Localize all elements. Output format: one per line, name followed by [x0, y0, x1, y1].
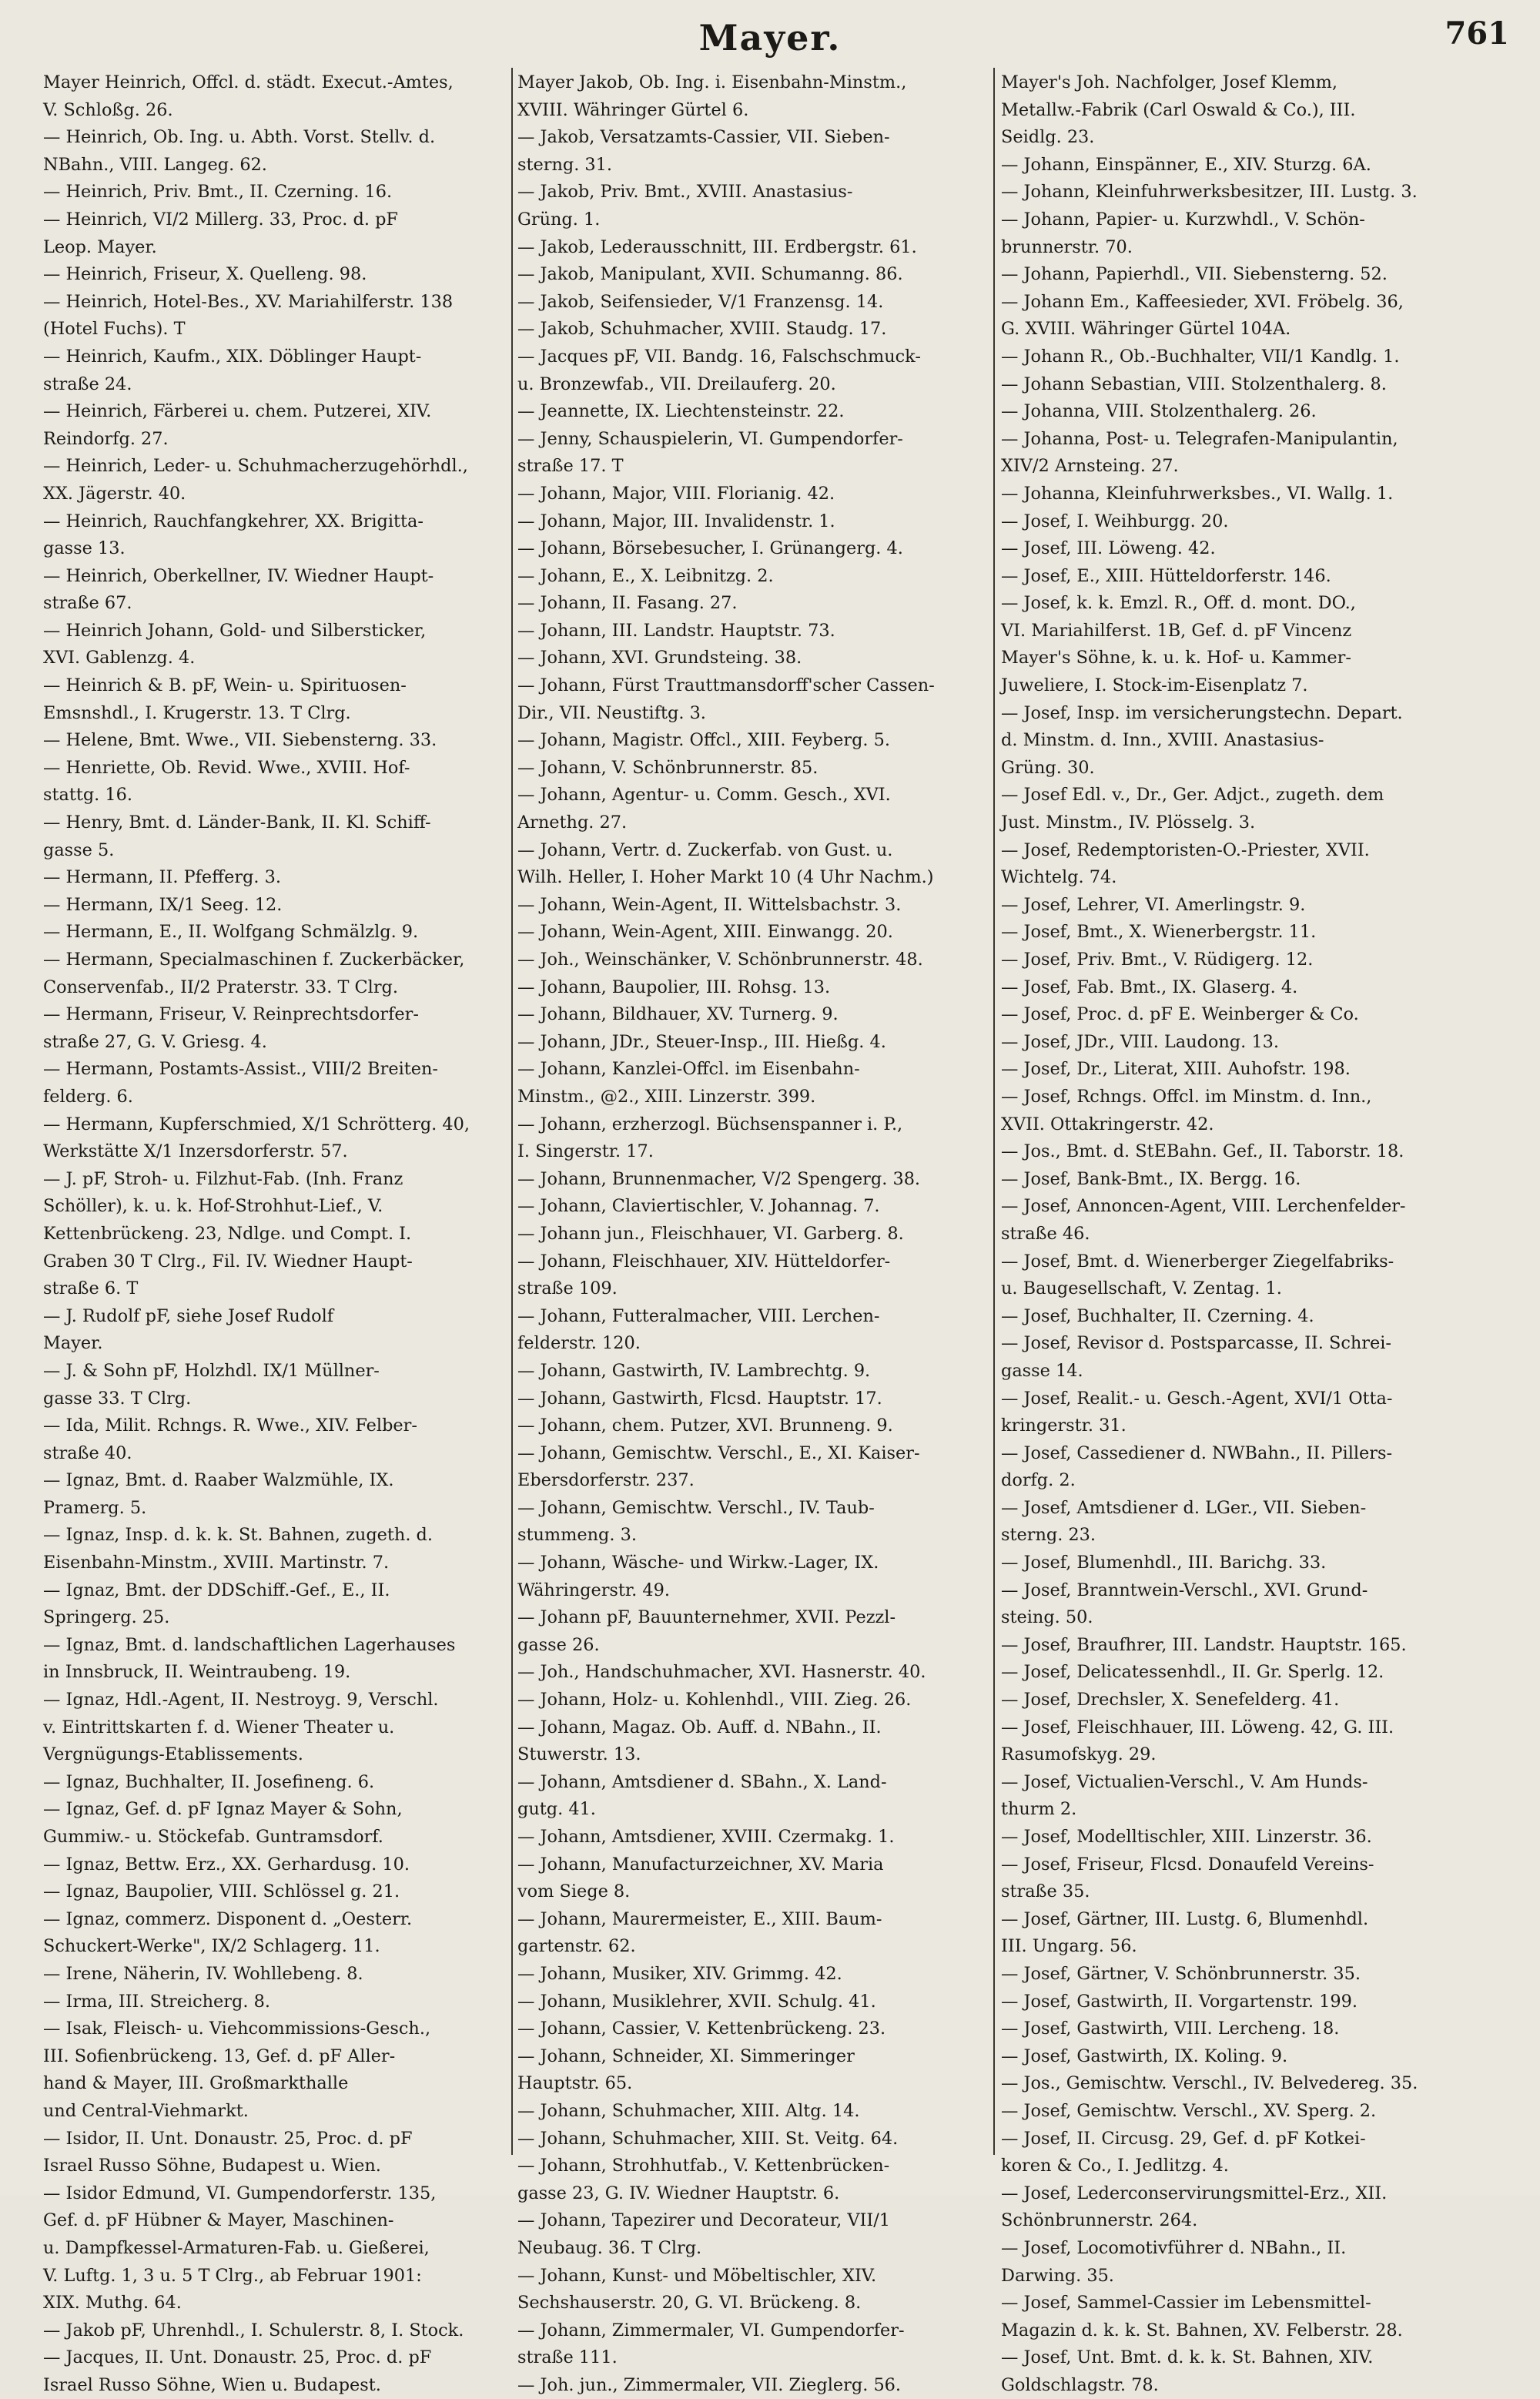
directory-entry-line: Eisenbahn-Minstm., XVIII. Martinstr. 7.	[43, 1553, 390, 1573]
directory-entry-line: Gummiw.- u. Stöckefab. Guntramsdorf.	[43, 1827, 383, 1847]
directory-entry-line: u. Baugesellschaft, V. Zentag. 1.	[1001, 1278, 1282, 1299]
directory-entry-line: Werkstätte X/1 Inzersdorferstr. 57.	[43, 1141, 348, 1162]
directory-entry-line: — Josef, Delicatessenhdl., II. Gr. Sperlg. 12.	[1001, 1662, 1384, 1683]
directory-entry-line: straße 40.	[43, 1442, 132, 1463]
directory-entry-line: — Johann, Strohhutfab., V. Kettenbrücken-	[517, 2156, 890, 2176]
directory-entry-line: — Johann, Futteralmacher, VIII. Lerchen-	[517, 1305, 880, 1326]
directory-entry-line: stattg. 16.	[43, 785, 133, 806]
directory-entry-line: — Josef, Gastwirth, VIII. Lercheng. 18.	[1001, 2019, 1340, 2039]
directory-entry-line: Seidlg. 23.	[1001, 127, 1095, 148]
directory-entry-line: — Johann pF, Bauunternehmer, XVII. Pezzl-	[517, 1607, 896, 1628]
directory-entry-line: — Ignaz, Insp. d. k. k. St. Bahnen, zugeth. d.	[43, 1525, 434, 1546]
directory-entry-line: Magazin d. k. k. St. Bahnen, XV. Felberstr. 28.	[1001, 2320, 1403, 2340]
directory-entry-line: gutg. 41.	[517, 1799, 596, 1820]
directory-entry-line: — Josef, Dr., Literat, XIII. Auhofstr. 198.	[1001, 1059, 1351, 1080]
directory-entry-line: — Josef, Victualien-Verschl., V. Am Hunds-	[1001, 1771, 1368, 1792]
directory-entry-line: — Johann, V. Schönbrunnerstr. 85.	[517, 757, 819, 778]
directory-entry-line: — Johann, Gemischtw. Verschl., E., XI. Kaiser-	[517, 1442, 920, 1463]
directory-entry-line: u. Dampfkessel-Armaturen-Fab. u. Gießerei,	[43, 2237, 430, 2258]
directory-entry-line: — Johann, Fleischhauer, XIV. Hütteldorfer-	[517, 1251, 891, 1272]
directory-entry-line: straße 17. T	[517, 456, 624, 477]
directory-entry-line: — Johann, Wäsche- und Wirkw.-Lager, IX.	[517, 1553, 879, 1573]
directory-entry-line: Währingerstr. 49.	[517, 1580, 670, 1600]
directory-entry-line: — Henriette, Ob. Revid. Wwe., XVIII. Hof-	[43, 757, 410, 778]
directory-entry-line: — Jakob, Versatzamts-Cassier, VII. Sieben-	[517, 127, 890, 148]
column-middle	[517, 69, 987, 2395]
directory-entry-line: — Josef, Branntwein-Verschl., XVI. Grund-	[1001, 1580, 1368, 1600]
directory-entry-line: — Johann, Zimmermaler, VI. Gumpendorfer-	[517, 2320, 905, 2340]
directory-entry-line: — Josef, Revisor d. Postsparcasse, II. Schrei-	[1001, 1333, 1391, 1354]
directory-entry-line: — Josef, k. k. Emzl. R., Off. d. mont. DO.,	[1001, 593, 1356, 614]
directory-entry-line: Arnethg. 27.	[517, 813, 628, 833]
directory-entry-line: — Josef, Sammel-Cassier im Lebensmittel-	[1001, 2293, 1371, 2314]
directory-entry-line: straße 35.	[1001, 1881, 1090, 1902]
directory-entry-line: straße 67.	[43, 593, 132, 614]
directory-entry-line: gasse 33. T Clrg.	[43, 1388, 192, 1409]
directory-entry-line: — J. & Sohn pF, Holzhdl. IX/1 Müllner-	[43, 1360, 380, 1381]
directory-entry-line: — Heinrich, Leder- u. Schuhmacherzugehörhdl.,	[43, 456, 468, 477]
directory-entry-line: — Hermann, Specialmaschinen f. Zuckerbäcker,	[43, 950, 465, 970]
directory-entry-line: — Josef, Amtsdiener d. LGer., VII. Sieben-	[1001, 1497, 1367, 1518]
directory-entry-line: Kettenbrückeng. 23, Ndlge. und Compt. I.	[43, 1223, 412, 1244]
directory-entry-line: — Josef, Buchhalter, II. Czerning. 4.	[1001, 1305, 1314, 1326]
directory-entry-line: — Ignaz, Buchhalter, II. Josefineng. 6.	[43, 1771, 375, 1792]
directory-entry-line: — Johann, Musiker, XIV. Grimmg. 42.	[517, 1963, 842, 1984]
directory-entry-line: — Josef, II. Circusg. 29, Gef. d. pF Kotkei-	[1001, 2128, 1366, 2149]
directory-entry-line: Grüng. 30.	[1001, 757, 1095, 778]
directory-entry-line: Wilh. Heller, I. Hoher Markt 10 (4 Uhr Nachm.)	[517, 867, 934, 888]
directory-entry-line: Schuckert-Werke", IX/2 Schlagerg. 11.	[43, 1936, 380, 1957]
directory-entry-line: — Johann, Fürst Trauttmansdorff'scher Cassen-	[517, 675, 935, 696]
directory-entry-line: Gef. d. pF Hübner & Mayer, Maschinen-	[43, 2210, 394, 2231]
directory-entry-line: thurm 2.	[1001, 1799, 1077, 1820]
directory-entry-line: felderg. 6.	[43, 1086, 133, 1107]
directory-entry-line: — Johann, Agentur- u. Comm. Gesch., XVI.	[517, 785, 891, 806]
directory-entry-line: hand & Mayer, III. Großmarkthalle	[43, 2073, 349, 2094]
directory-entry-line: straße 109.	[517, 1278, 618, 1299]
directory-entry-line: — Johann, Brunnenmacher, V/2 Spengerg. 38.	[517, 1168, 921, 1189]
directory-entry-line: XVII. Ottakringerstr. 42.	[1001, 1114, 1214, 1134]
directory-entry-line: — Josef, Gastwirth, IX. Koling. 9.	[1001, 2046, 1288, 2066]
directory-entry-line: brunnerstr. 70.	[1001, 236, 1133, 257]
directory-entry-line: — Johann, Schneider, XI. Simmeringer	[517, 2046, 855, 2066]
directory-entry-line: — Johann, chem. Putzer, XVI. Brunneng. 9.	[517, 1416, 893, 1436]
page-number: 761	[1445, 15, 1509, 52]
directory-entry-line: Mayer.	[43, 1333, 103, 1354]
directory-entry-line: — Josef, Insp. im versicherungstechn. Depart.	[1001, 702, 1403, 723]
directory-entry-line: — Jakob, Seifensieder, V/1 Franzensg. 14.	[517, 291, 884, 312]
directory-entry-line: — Johanna, VIII. Stolzenthalerg. 26.	[1001, 401, 1317, 422]
directory-entry-line: Metallw.-Fabrik (Carl Oswald & Co.), III.	[1001, 99, 1356, 120]
directory-entry-line: Graben 30 T Clrg., Fil. IV. Wiedner Haupt-	[43, 1251, 413, 1272]
directory-entry-line: gasse 26.	[517, 1634, 600, 1655]
directory-entry-line: vom Siege 8.	[517, 1881, 631, 1902]
directory-entry-line: — Josef, Rchngs. Offcl. im Minstm. d. Inn.,	[1001, 1086, 1372, 1107]
directory-entry-line: — Johann, Schuhmacher, XIII. St. Veitg. 64.	[517, 2128, 899, 2149]
directory-entry-line: — Jakob pF, Uhrenhdl., I. Schulerstr. 8, I. Stock.	[43, 2320, 464, 2340]
directory-entry-line: — Heinrich, Friseur, X. Quelleng. 98.	[43, 264, 367, 285]
directory-entry-line: sterng. 31.	[517, 154, 613, 175]
directory-entry-line: — Jakob, Schuhmacher, XVIII. Staudg. 17.	[517, 319, 887, 340]
directory-entry-line: — Josef, I. Weihburgg. 20.	[1001, 511, 1229, 531]
directory-entry-line: — Heinrich & B. pF, Wein- u. Spirituosen-	[43, 675, 407, 696]
directory-entry-line: — Johann, Gastwirth, IV. Lambrechtg. 9.	[517, 1360, 871, 1381]
directory-entry-line: III. Ungarg. 56.	[1001, 1936, 1137, 1957]
directory-entry-line: — Johann, Claviertischler, V. Johannag. 7.	[517, 1196, 880, 1217]
directory-entry-line: — Johann, II. Fasang. 27.	[517, 593, 738, 614]
directory-entry-line: — Johann, Amtsdiener d. SBahn., X. Land-	[517, 1771, 887, 1792]
directory-entry-line: — Josef, Bank-Bmt., IX. Bergg. 16.	[1001, 1168, 1301, 1189]
column-divider	[511, 68, 513, 2155]
directory-entry-line: — Josef, Realit.- u. Gesch.-Agent, XVI/1 Otta-	[1001, 1388, 1393, 1409]
directory-entry-line: — Josef, Priv. Bmt., V. Rüdigerg. 12.	[1001, 950, 1314, 970]
directory-entry-line: sterng. 23.	[1001, 1525, 1096, 1546]
directory-entry-line: stummeng. 3.	[517, 1525, 637, 1546]
directory-entry-line: I. Singerstr. 17.	[517, 1141, 654, 1162]
directory-entry-line: — Josef, Gemischtw. Verschl., XV. Sperg. 2.	[1001, 2100, 1377, 2121]
directory-entry-line: — Hermann, E., II. Wolfgang Schmälzlg. 9.	[43, 922, 419, 943]
directory-entry-line: — Johann, III. Landstr. Hauptstr. 73.	[517, 620, 835, 641]
directory-entry-line: — Irma, III. Streicherg. 8.	[43, 1991, 270, 2012]
directory-entry-line: — Hermann, Kupferschmied, X/1 Schrötterg. 40,	[43, 1114, 470, 1134]
directory-entry-line: gasse 13.	[43, 538, 126, 559]
directory-entry-line: — Josef, Gärtner, V. Schönbrunnerstr. 35.	[1001, 1963, 1361, 1984]
directory-entry-line: — Ignaz, Gef. d. pF Ignaz Mayer & Sohn,	[43, 1799, 403, 1820]
directory-entry-line: — Johann jun., Fleischhauer, VI. Garberg. 8.	[517, 1223, 904, 1244]
directory-entry-line: — Jeannette, IX. Liechtensteinstr. 22.	[517, 401, 845, 422]
directory-entry-line: — Hermann, Postamts-Assist., VIII/2 Breiten-	[43, 1059, 438, 1080]
directory-entry-line: — Johann Sebastian, VIII. Stolzenthalerg. 8.	[1001, 374, 1387, 394]
directory-entry-line: — Ignaz, Bmt. d. landschaftlichen Lagerhauses	[43, 1634, 456, 1655]
directory-entry-line: — Heinrich, Kaufm., XIX. Döblinger Haupt-	[43, 346, 422, 367]
directory-entry-line: — Johann, Amtsdiener, XVIII. Czermakg. 1.	[517, 1827, 895, 1847]
directory-entry-line: — Johanna, Kleinfuhrwerksbes., VI. Wallg. 1.	[1001, 483, 1394, 504]
directory-entry-line: — Josef, Proc. d. pF E. Weinberger & Co.	[1001, 1004, 1359, 1025]
directory-entry-line: Wichtelg. 74.	[1001, 867, 1117, 888]
directory-entry-line: — Josef, Blumenhdl., III. Barichg. 33.	[1001, 1553, 1327, 1573]
directory-entry-line: Just. Minstm., IV. Plösselg. 3.	[1001, 813, 1256, 833]
directory-entry-line: — Josef, JDr., VIII. Laudong. 13.	[1001, 1031, 1279, 1052]
directory-entry-line: — Josef, III. Löweng. 42.	[1001, 538, 1216, 559]
directory-entry-line: Schöller), k. u. k. Hof-Strohhut-Lief., V.	[43, 1196, 383, 1217]
directory-entry-line: — Johann, Major, VIII. Florianig. 42.	[517, 483, 835, 504]
directory-entry-line: — Ignaz, Bettw. Erz., XX. Gerhardusg. 10.	[43, 1854, 410, 1875]
directory-entry-line: — Heinrich, VI/2 Millerg. 33, Proc. d. pF	[43, 209, 398, 230]
directory-entry-line: — Johann, Manufacturzeichner, XV. Maria	[517, 1854, 884, 1875]
directory-entry-line: — Jakob, Lederausschnitt, III. Erdbergstr. 61.	[517, 236, 917, 257]
directory-entry-line: d. Minstm. d. Inn., XVIII. Anastasius-	[1001, 730, 1324, 751]
directory-entry-line: — Isak, Fleisch- u. Viehcommissions-Gesch.,	[43, 2019, 431, 2039]
directory-entry-line: — Josef, Fab. Bmt., IX. Glaserg. 4.	[1001, 977, 1298, 997]
directory-entry-line: Hauptstr. 65.	[517, 2073, 633, 2094]
directory-entry-line: — Henry, Bmt. d. Länder-Bank, II. Kl. Schiff-	[43, 813, 431, 833]
directory-entry-line: Mayer Jakob, Ob. Ing. i. Eisenbahn-Minstm.,	[517, 72, 907, 92]
directory-entry-line: VI. Mariahilferst. 1B, Gef. d. pF Vincenz	[1001, 620, 1352, 641]
page-header	[0, 9, 1540, 71]
directory-entry-line: — Helene, Bmt. Wwe., VII. Siebensterng. 33.	[43, 730, 437, 751]
directory-entry-line: — Johann, E., X. Leibnitzg. 2.	[517, 565, 774, 586]
directory-entry-line: Grüng. 1.	[517, 209, 601, 230]
directory-entry-line: gasse 14.	[1001, 1360, 1083, 1381]
directory-entry-line: — Johann, JDr., Steuer-Insp., III. Hießg. 4.	[517, 1031, 886, 1052]
directory-entry-line: V. Luftg. 1, 3 u. 5 T Clrg., ab Februar 1901:	[43, 2265, 422, 2286]
directory-entry-line: — Josef, Lederconservirungsmittel-Erz., XII.	[1001, 2183, 1388, 2203]
directory-entry-line: — Joh. jun., Zimmermaler, VII. Zieglerg. 56.	[517, 2374, 902, 2395]
directory-entry-line: — Josef, Drechsler, X. Senefelderg. 41.	[1001, 1690, 1340, 1710]
directory-entry-line: XIV/2 Arnsteing. 27.	[1001, 456, 1179, 477]
directory-entry-line: — Ignaz, Bmt. der DDSchiff.-Gef., E., II.	[43, 1580, 390, 1600]
directory-entry-line: (Hotel Fuchs). T	[43, 319, 186, 340]
directory-entry-line: — Josef, Bmt. d. Wienerberger Ziegelfabriks-	[1001, 1251, 1394, 1272]
directory-entry-line: — Hermann, IX/1 Seeg. 12.	[43, 894, 283, 915]
directory-entry-line: — Johann, Major, III. Invalidenstr. 1.	[517, 511, 835, 531]
directory-entry-line: — Josef, Gärtner, III. Lustg. 6, Blumenhdl.	[1001, 1908, 1369, 1929]
directory-entry-line: Rasumofskyg. 29.	[1001, 1744, 1157, 1765]
directory-entry-line: — Johann, Maurermeister, E., XIII. Baum-	[517, 1908, 882, 1929]
directory-entry-line: straße 6. T	[43, 1278, 139, 1299]
directory-entry-line: Dir., VII. Neustiftg. 3.	[517, 702, 706, 723]
directory-entry-line: G. XVIII. Währinger Gürtel 104A.	[1001, 319, 1291, 340]
directory-entry-line: Reindorfg. 27.	[43, 428, 169, 449]
column-divider	[993, 68, 995, 2155]
directory-entry-line: dorfg. 2.	[1001, 1470, 1076, 1491]
directory-entry-line: Mayer's Söhne, k. u. k. Hof- u. Kammer-	[1001, 648, 1351, 668]
directory-entry-line: — Heinrich, Hotel-Bes., XV. Mariahilferstr. 138	[43, 291, 454, 312]
directory-entry-line: XX. Jägerstr. 40.	[43, 483, 186, 504]
directory-entry-line: — J. pF, Stroh- u. Filzhut-Fab. (Inh. Franz	[43, 1168, 403, 1189]
directory-entry-line: — Josef, Annoncen-Agent, VIII. Lerchenfelder-	[1001, 1196, 1406, 1217]
directory-entry-line: NBahn., VIII. Langeg. 62.	[43, 154, 267, 175]
directory-entry-line: — Johann, Papierhdl., VII. Siebensterng. 52.	[1001, 264, 1388, 285]
directory-entry-line: straße 27, G. V. Griesg. 4.	[43, 1031, 267, 1052]
directory-entry-line: — Isidor Edmund, VI. Gumpendorferstr. 135,	[43, 2183, 437, 2203]
directory-entry-line: — Johann, Wein-Agent, XIII. Einwangg. 20.	[517, 922, 893, 943]
directory-entry-line: — Ida, Milit. Rchngs. R. Wwe., XIV. Felber-	[43, 1416, 417, 1436]
directory-entry-line: — Johann, Papier- u. Kurzwhdl., V. Schön-	[1001, 209, 1365, 230]
directory-entry-line: Darwing. 35.	[1001, 2265, 1114, 2286]
directory-entry-line: — Josef Edl. v., Dr., Ger. Adjct., zugeth. dem	[1001, 785, 1384, 806]
directory-entry-line: straße 46.	[1001, 1223, 1090, 1244]
directory-entry-line: — Johann, Kunst- und Möbeltischler, XIV.	[517, 2265, 877, 2286]
directory-entry-line: — Jakob, Priv. Bmt., XVIII. Anastasius-	[517, 182, 853, 203]
directory-entry-line: — Joh., Handschuhmacher, XVI. Hasnerstr. 40.	[517, 1662, 926, 1683]
directory-entry-line: Goldschlagstr. 78.	[1001, 2374, 1159, 2395]
directory-entry-line: — Joh., Weinschänker, V. Schönbrunnerstr. 48.	[517, 950, 923, 970]
directory-entry-line: Pramerg. 5.	[43, 1497, 147, 1518]
directory-entry-line: — Ignaz, Bmt. d. Raaber Walzmühle, IX.	[43, 1470, 394, 1491]
directory-entry-line: Vergnügungs-Etablissements.	[43, 1744, 303, 1765]
directory-entry-line: Israel Russo Söhne, Budapest u. Wien.	[43, 2156, 381, 2176]
directory-entry-line: — Johann, Kleinfuhrwerksbesitzer, III. Lustg. 3.	[1001, 182, 1418, 203]
directory-entry-line: — Johann, Vertr. d. Zuckerfab. von Gust. u.	[517, 839, 893, 860]
directory-entry-line: Israel Russo Söhne, Wien u. Budapest.	[43, 2374, 381, 2395]
directory-entry-line: — Johann, XVI. Grundsteing. 38.	[517, 648, 802, 668]
directory-entry-line: — Hermann, II. Pfefferg. 3.	[43, 867, 281, 888]
directory-entry-line: — Hermann, Friseur, V. Reinprechtsdorfer-	[43, 1004, 419, 1025]
directory-entry-line: Minstm., @2., XIII. Linzerstr. 399.	[517, 1086, 816, 1107]
directory-entry-line: felderstr. 120.	[517, 1333, 641, 1354]
directory-entry-line: — Heinrich, Rauchfangkehrer, XX. Brigitta-	[43, 511, 424, 531]
directory-entry-line: — Josef, Gastwirth, II. Vorgartenstr. 199.	[1001, 1991, 1358, 2012]
directory-entry-line: — Johann, erzherzogl. Büchsenspanner i. P.,	[517, 1114, 903, 1134]
directory-entry-line: — Heinrich, Oberkellner, IV. Wiedner Haupt-	[43, 565, 434, 586]
directory-entry-line: Ebersdorferstr. 237.	[517, 1470, 695, 1491]
directory-entry-line: Emsnshdl., I. Krugerstr. 13. T Clrg.	[43, 702, 351, 723]
directory-entry-line: kringerstr. 31.	[1001, 1416, 1127, 1436]
directory-entry-line: — Johann, Magistr. Offcl., XIII. Feyberg. 5.	[517, 730, 890, 751]
directory-entry-line: — Josef, E., XIII. Hütteldorferstr. 146.	[1001, 565, 1331, 586]
directory-entry-line: straße 111.	[517, 2347, 618, 2368]
directory-entry-line: — Heinrich Johann, Gold- und Silbersticker,	[43, 620, 427, 641]
directory-entry-line: gasse 5.	[43, 839, 115, 860]
directory-entry-line: Neubaug. 36. T Clrg.	[517, 2237, 702, 2258]
directory-entry-line: und Central-Viehmarkt.	[43, 2100, 249, 2121]
directory-entry-line: — Ignaz, commerz. Disponent d. „Oesterr.	[43, 1908, 413, 1929]
directory-entry-line: — Johann, Gemischtw. Verschl., IV. Taub-	[517, 1497, 875, 1518]
directory-entry-line: — Jacques, II. Unt. Donaustr. 25, Proc. d. pF	[43, 2347, 432, 2368]
directory-entry-line: XVI. Gablenzg. 4.	[43, 648, 196, 668]
directory-entry-line: — Heinrich, Priv. Bmt., II. Czerning. 16.	[43, 182, 393, 203]
directory-entry-line: — Isidor, II. Unt. Donaustr. 25, Proc. d. pF	[43, 2128, 413, 2149]
directory-entry-line: — J. Rudolf pF, siehe Josef Rudolf	[43, 1305, 334, 1326]
directory-entry-line: — Jos., Gemischtw. Verschl., IV. Belvedereg. 35.	[1001, 2073, 1418, 2094]
directory-entry-line: — Johann, Bildhauer, XV. Turnerg. 9.	[517, 1004, 839, 1025]
directory-entry-line: — Josef, Friseur, Flcsd. Donaufeld Vereins-	[1001, 1854, 1374, 1875]
directory-entry-line: — Ignaz, Baupolier, VIII. Schlössel g. 21.	[43, 1881, 400, 1902]
directory-entry-line: Stuwerstr. 13.	[517, 1744, 641, 1765]
directory-entry-line: straße 24.	[43, 374, 132, 394]
column-left	[43, 69, 505, 2395]
directory-entry-line: — Johann, Gastwirth, Flcsd. Hauptstr. 17.	[517, 1388, 882, 1409]
directory-entry-line: — Josef, Lehrer, VI. Amerlingstr. 9.	[1001, 894, 1306, 915]
directory-entry-line: — Josef, Locomotivführer d. NBahn., II.	[1001, 2237, 1347, 2258]
directory-entry-line: — Johann, Wein-Agent, II. Wittelsbachstr. 3.	[517, 894, 902, 915]
directory-entry-line: — Josef, Unt. Bmt. d. k. k. St. Bahnen, XIV.	[1001, 2347, 1374, 2368]
directory-entry-line: — Johann, Tapezirer und Decorateur, VII/1	[517, 2210, 891, 2231]
directory-entry-line: — Jacques pF, VII. Bandg. 16, Falschschmuck-	[517, 346, 921, 367]
directory-entry-line: — Johann, Magaz. Ob. Auff. d. NBahn., II.	[517, 1717, 882, 1737]
directory-entry-line: Schönbrunnerstr. 264.	[1001, 2210, 1198, 2231]
directory-entry-line: — Johann, Schuhmacher, XIII. Altg. 14.	[517, 2100, 860, 2121]
directory-entry-line: gasse 23, G. IV. Wiedner Hauptstr. 6.	[517, 2183, 840, 2203]
directory-entry-line: — Josef, Braufhrer, III. Landstr. Hauptstr. 165.	[1001, 1634, 1407, 1655]
directory-entry-line: steing. 50.	[1001, 1607, 1093, 1628]
directory-entry-line: — Jakob, Manipulant, XVII. Schumanng. 86.	[517, 264, 903, 285]
directory-entry-line: XVIII. Währinger Gürtel 6.	[517, 99, 749, 120]
directory-entry-line: — Johann, Holz- u. Kohlenhdl., VIII. Zieg. 26.	[517, 1690, 912, 1710]
directory-entry-line: — Irene, Näherin, IV. Wohllebeng. 8.	[43, 1963, 363, 1984]
directory-entry-line: Mayer Heinrich, Offcl. d. städt. Execut.-Amtes,	[43, 72, 454, 92]
directory-entry-line: — Johann, Baupolier, III. Rohsg. 13.	[517, 977, 831, 997]
directory-entry-line: in Innsbruck, II. Weintraubeng. 19.	[43, 1662, 351, 1683]
directory-entry-line: — Johann, Kanzlei-Offcl. im Eisenbahn-	[517, 1059, 860, 1080]
directory-entry-line: — Johann R., Ob.-Buchhalter, VII/1 Kandlg. 1.	[1001, 346, 1400, 367]
directory-entry-line: koren & Co., I. Jedlitzg. 4.	[1001, 2156, 1229, 2176]
directory-entry-line: Mayer's Joh. Nachfolger, Josef Klemm,	[1001, 72, 1337, 92]
directory-entry-line: Sechshauserstr. 20, G. VI. Brückeng. 8.	[517, 2293, 862, 2314]
directory-entry-line: Springerg. 25.	[43, 1607, 170, 1628]
directory-entry-line: — Josef, Modelltischler, XIII. Linzerstr. 36.	[1001, 1827, 1372, 1847]
directory-entry-line: — Josef, Bmt., X. Wienerbergstr. 11.	[1001, 922, 1317, 943]
directory-entry-line: — Josef, Fleischhauer, III. Löweng. 42, G. III.	[1001, 1717, 1394, 1737]
directory-entry-line: Leop. Mayer.	[43, 236, 157, 257]
directory-entry-line: — Josef, Cassediener d. NWBahn., II. Pillers-	[1001, 1442, 1393, 1463]
directory-entry-line: — Johanna, Post- u. Telegrafen-Manipulantin,	[1001, 428, 1398, 449]
page-title: Mayer.	[698, 17, 842, 59]
directory-entry-line: V. Schloßg. 26.	[43, 99, 173, 120]
directory-entry-line: — Johann, Einspänner, E., XIV. Sturzg. 6A.	[1001, 154, 1371, 175]
directory-entry-line: — Heinrich, Ob. Ing. u. Abth. Vorst. Stellv. d.	[43, 127, 436, 148]
directory-entry-line: v. Eintrittskarten f. d. Wiener Theater u.	[43, 1717, 395, 1737]
directory-entry-line: XIX. Muthg. 64.	[43, 2293, 182, 2314]
directory-entry-line: — Johann, Börsebesucher, I. Grünangerg. 4.	[517, 538, 903, 559]
directory-entry-line: — Jenny, Schauspielerin, VI. Gumpendorfer-	[517, 428, 903, 449]
directory-entry-line: — Johann, Musiklehrer, XVII. Schulg. 41.	[517, 1991, 876, 2012]
directory-entry-line: — Johann, Cassier, V. Kettenbrückeng. 23.	[517, 2019, 886, 2039]
directory-entry-line: — Heinrich, Färberei u. chem. Putzerei, XIV.	[43, 401, 432, 422]
directory-entry-line: Conservenfab., II/2 Praterstr. 33. T Clrg.	[43, 977, 398, 997]
directory-entry-line: — Jos., Bmt. d. StEBahn. Gef., II. Taborstr. 18.	[1001, 1141, 1404, 1162]
directory-entry-line: — Ignaz, Hdl.-Agent, II. Nestroyg. 9, Verschl.	[43, 1690, 439, 1710]
directory-entry-line: — Josef, Redemptoristen-O.-Priester, XVII.	[1001, 839, 1370, 860]
directory-entry-line: u. Bronzewfab., VII. Dreilauferg. 20.	[517, 374, 836, 394]
directory-entry-line: Juweliere, I. Stock-im-Eisenplatz 7.	[1001, 675, 1308, 696]
directory-entry-line: gartenstr. 62.	[517, 1936, 636, 1957]
directory-entry-line: III. Sofienbrückeng. 13, Gef. d. pF Aller-	[43, 2046, 396, 2066]
column-right	[1001, 69, 1486, 2395]
directory-entry-line: — Johann Em., Kaffeesieder, XVI. Fröbelg. 36,	[1001, 291, 1404, 312]
